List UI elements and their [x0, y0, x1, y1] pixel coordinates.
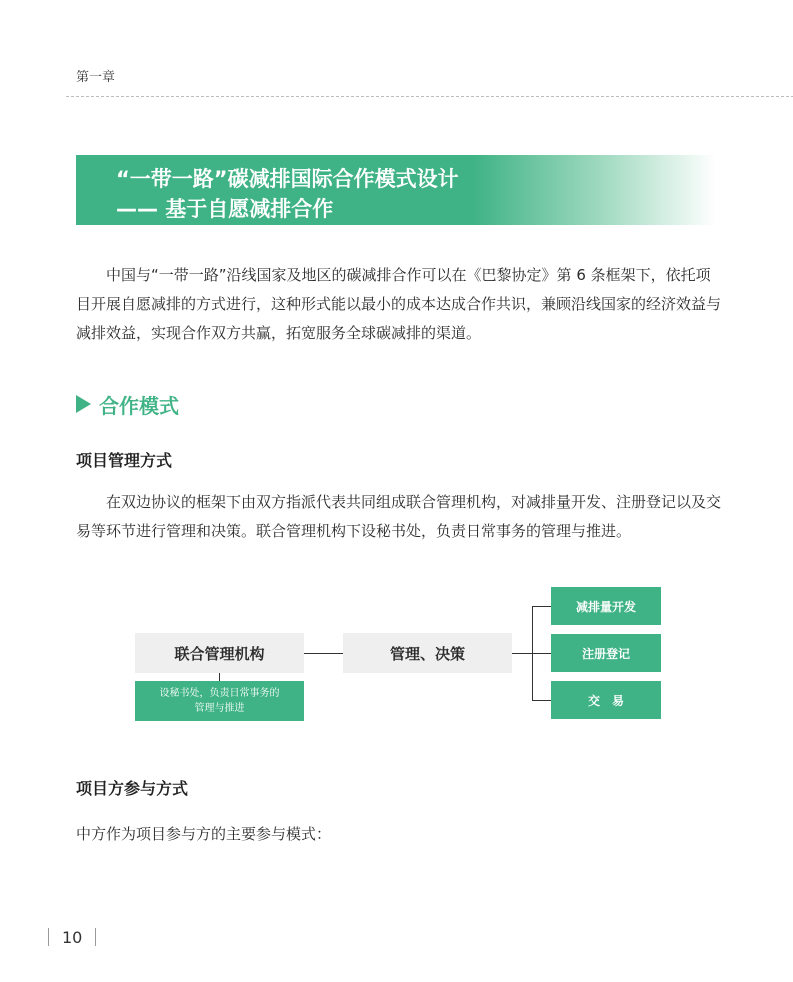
- project-management-heading: 项目管理方式: [76, 451, 173, 470]
- banner-title: “一带一路”碳减排国际合作模式设计: [116, 167, 459, 191]
- section-heading: [76, 389, 179, 419]
- secretariat-line2: 管理与推进: [194, 703, 245, 714]
- page-number-divider: [95, 928, 96, 946]
- bracket-line: [532, 700, 551, 701]
- project-management-paragraph: [76, 488, 721, 546]
- connector-line: [304, 653, 343, 654]
- title-banner: [76, 155, 716, 225]
- section-heading-text: 合作模式: [99, 393, 179, 418]
- bracket-line: [532, 606, 551, 607]
- chapter-label: 第一章: [76, 70, 116, 85]
- header-divider: [66, 96, 793, 97]
- joint-management-box: 联合管理机构: [135, 633, 304, 673]
- page-number-text: 10: [62, 927, 83, 947]
- emission-development-box: 减排量开发: [551, 587, 661, 625]
- project-participation-heading: 项目方参与方式: [76, 779, 189, 798]
- secretariat-box: [135, 681, 304, 721]
- intro-text: 中国与“一带一路”沿线国家及地区的碳减排合作可以在《巴黎协定》第 6 条框架下，依托项目开展自愿减排的方式进行，这种形式能以最小的成本达成合作共识，兼顾沿线国家的经济效益与减排效益，实现合作双方共赢，拓宽服务全球碳减排的渠道。: [76, 266, 722, 342]
- bracket-line: [532, 653, 551, 654]
- decision-box: 管理、决策: [343, 633, 512, 673]
- banner-subtitle: —— 基于自愿减排合作: [116, 197, 334, 221]
- registration-box: 注册登记: [551, 634, 661, 672]
- secretariat-line1: 设秘书处，负责日常事务的: [159, 688, 280, 699]
- connector-line: [219, 673, 220, 681]
- connector-line: [512, 653, 532, 654]
- page-number-divider: [48, 928, 49, 946]
- project-management-text: 在双边协议的框架下由双方指派代表共同组成联合管理机构，对减排量开发、注册登记以及交易等环节进行管理和决策。联合管理机构下设秘书处，负责日常事务的管理与推进。: [76, 493, 722, 540]
- intro-paragraph: [76, 261, 721, 348]
- page-number: [48, 925, 96, 949]
- trading-box: 交 易: [551, 681, 661, 719]
- triangle-marker-icon: [76, 395, 91, 413]
- project-participation-paragraph: 中方作为项目参与方的主要参与模式：: [76, 825, 332, 843]
